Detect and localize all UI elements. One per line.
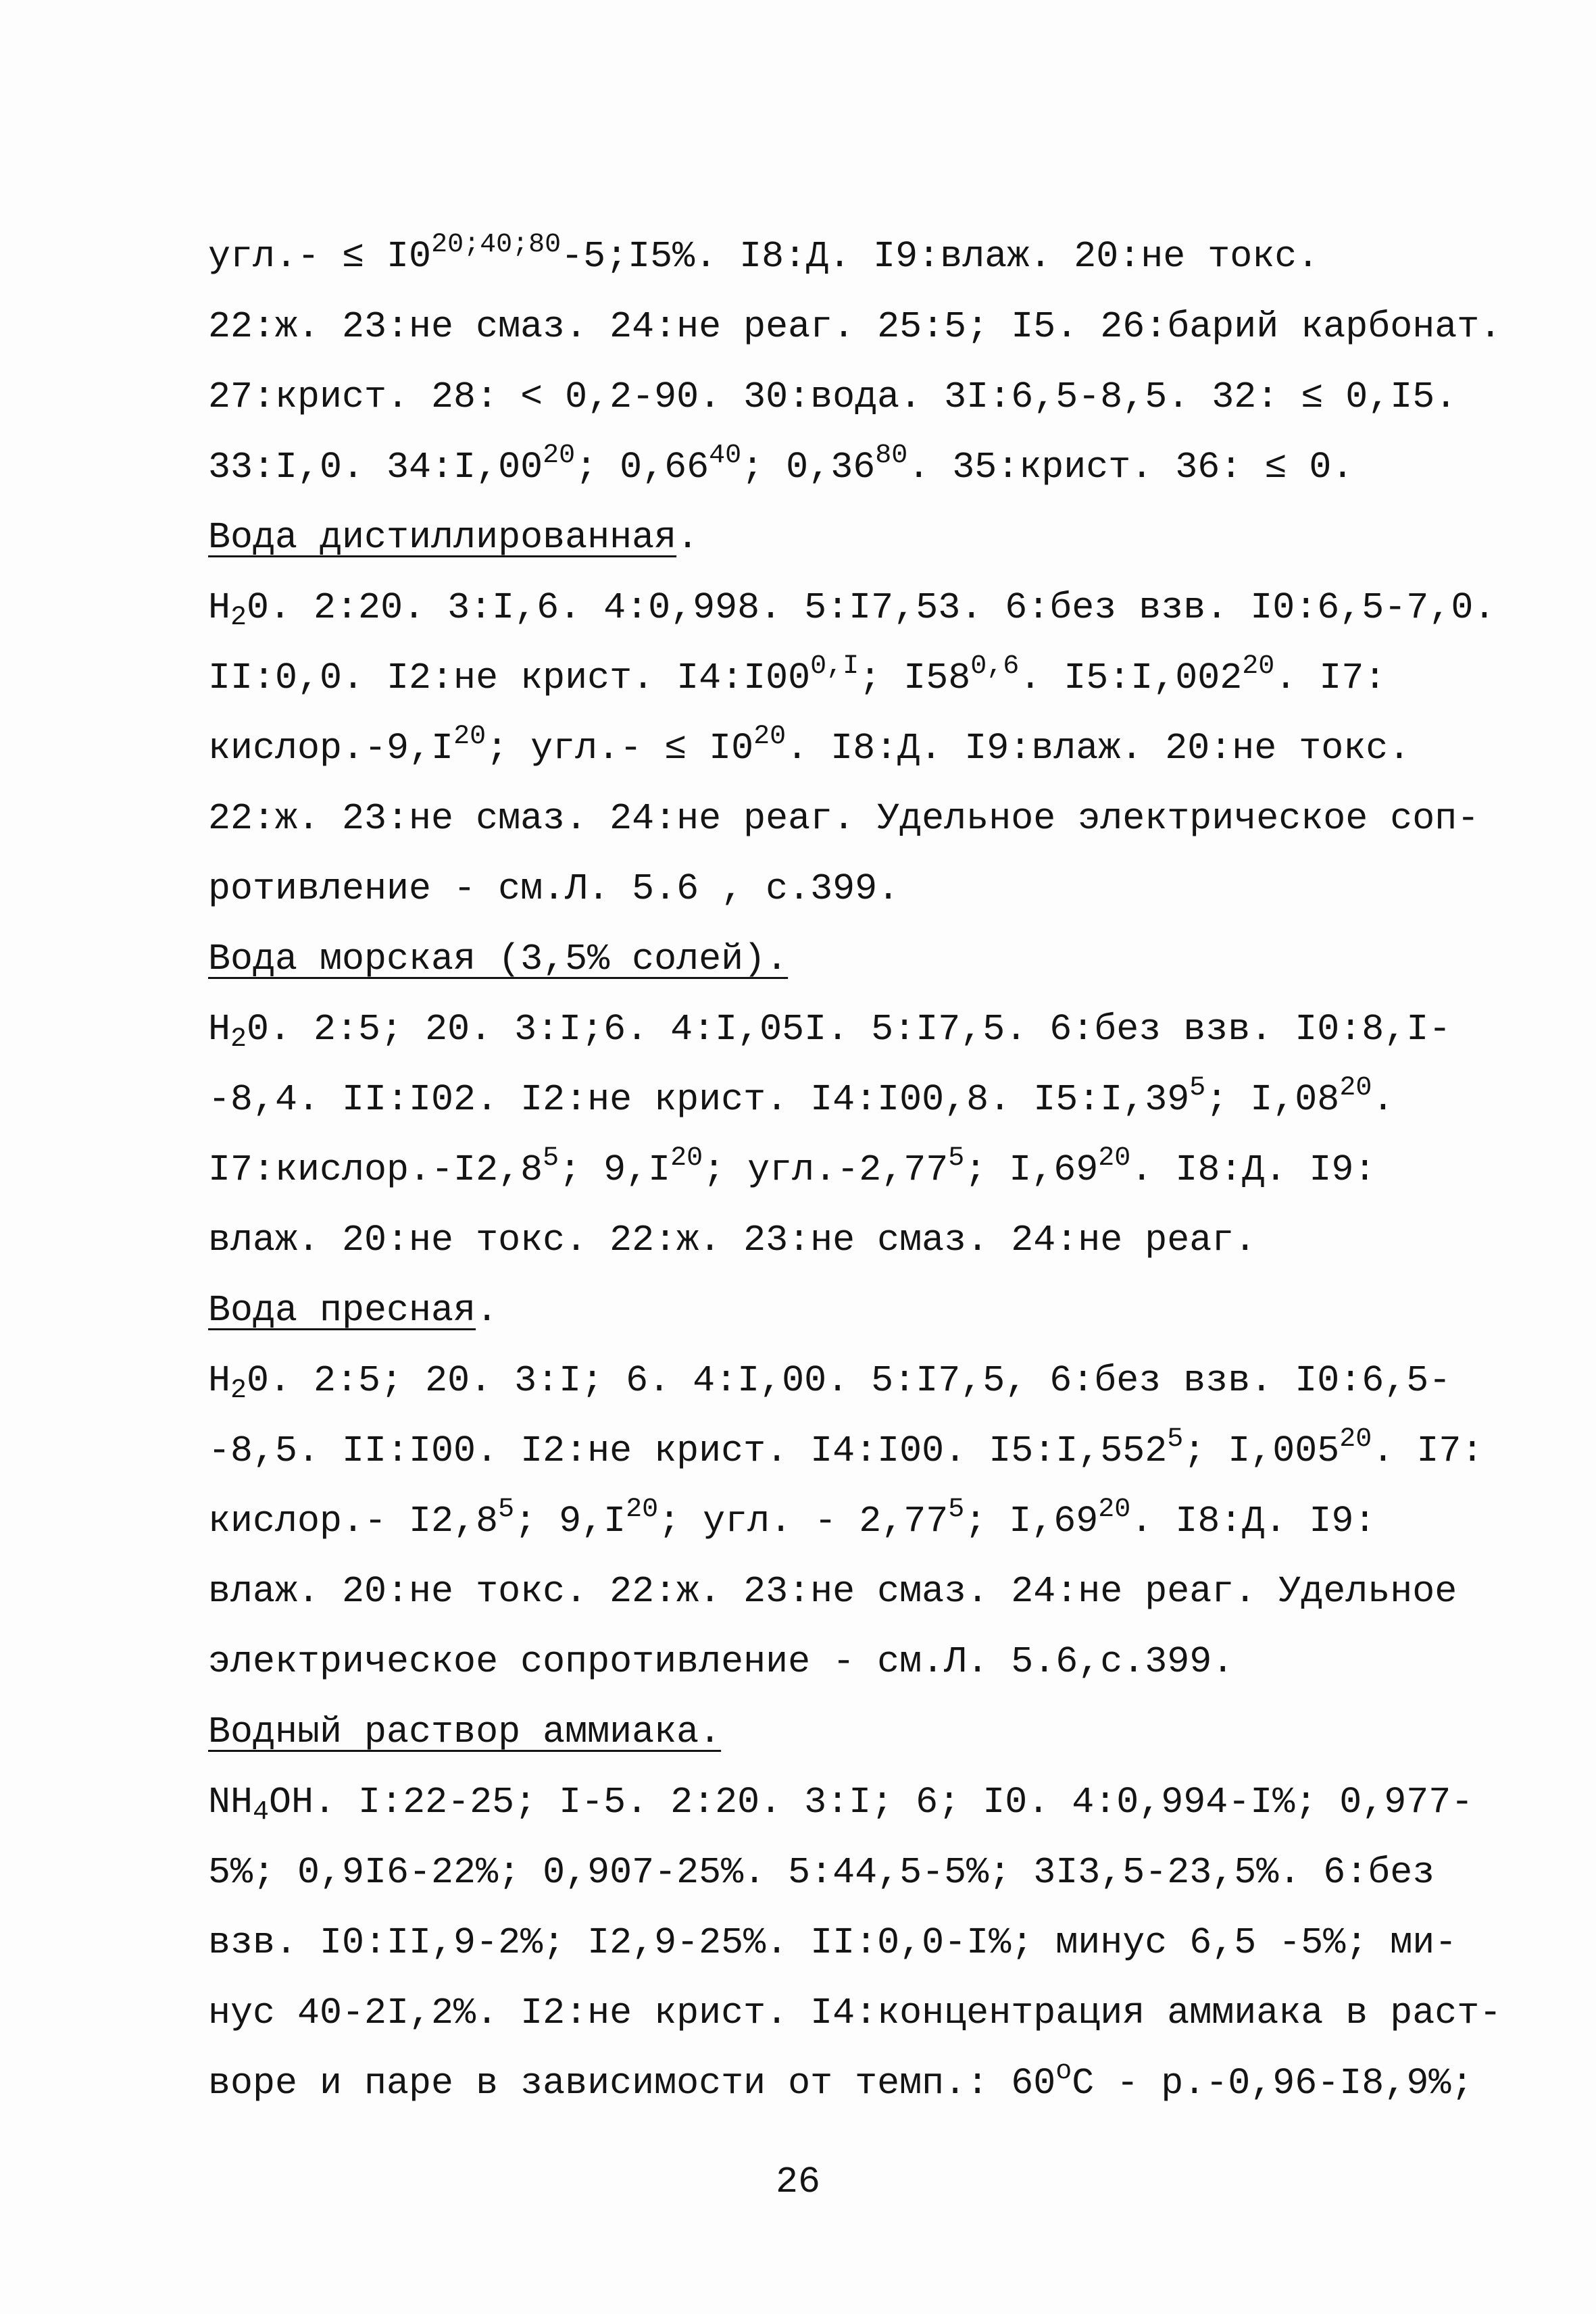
text-line bbox=[208, 1849, 1445, 1896]
superscript: 20 bbox=[453, 722, 487, 752]
text-run: Вода дистиллированная bbox=[208, 516, 677, 559]
text-line bbox=[208, 584, 1496, 633]
superscript: 5 bbox=[1189, 1073, 1206, 1103]
text-run: ; угл.- ≤ I0 bbox=[486, 727, 754, 770]
text-run: . I8:Д. I9: bbox=[1130, 1500, 1376, 1542]
text-line bbox=[208, 1143, 1445, 1194]
superscript: 5 bbox=[498, 1494, 515, 1525]
text-run: . bbox=[676, 516, 699, 559]
text-run: -5;I5%. I8:Д. I9:влаж. 20:не токс. bbox=[561, 235, 1320, 278]
superscript: 20 bbox=[1098, 1494, 1131, 1525]
text-run: ; I,08 bbox=[1205, 1078, 1340, 1121]
text-line bbox=[208, 1217, 1445, 1264]
superscript: o bbox=[1055, 2057, 1072, 2087]
text-run: кислор.- I2,8 bbox=[208, 1500, 499, 1542]
superscript: 20 bbox=[626, 1494, 659, 1525]
text-line bbox=[208, 1494, 1445, 1545]
text-run: 33:I,0. 34:I,00 bbox=[208, 446, 543, 488]
text-line bbox=[208, 1638, 1445, 1686]
text-run: ; 9,I bbox=[559, 1149, 671, 1191]
superscript: 5 bbox=[1167, 1424, 1184, 1455]
text-run: II:0,0. I2:не крист. I4:I00 bbox=[208, 657, 811, 699]
text-run: C - р.-0,96-I8,9%; bbox=[1072, 2062, 1474, 2105]
subscript: 2 bbox=[230, 1376, 247, 1406]
text-run: -8,5. II:I00. I2:не крист. I4:I00. I5:I,552 bbox=[208, 1430, 1168, 1472]
text-line bbox=[208, 1919, 1457, 1967]
text-run: I7:кислор.-I2,8 bbox=[208, 1149, 543, 1191]
text-run: нус 40-2I,2%. I2:не крист. I4:концентрация аммиака в раст- bbox=[208, 1992, 1502, 2034]
text-run: воре и паре в зависимости от темп.: 60 bbox=[208, 2062, 1056, 2105]
text-run: влаж. 20:не токс. 22:ж. 23:не смаз. 24:не реаг. bbox=[208, 1219, 1257, 1261]
text-run: 0. 2:20. 3:I,6. 4:0,998. 5:I7,53. 6:без взв. I0:6,5-7,0. bbox=[247, 586, 1496, 629]
text-run: 27:крист. 28: < 0,2-90. 30:вода. 3I:6,5-8,5. 32: ≤ 0,I5. bbox=[208, 376, 1457, 418]
text-run: . bbox=[1372, 1078, 1395, 1121]
text-run: OH. I:22-25; I-5. 2:20. 3:I; 6; I0. 4:0,994-I%; 0,977- bbox=[269, 1781, 1474, 1823]
section-heading bbox=[208, 1287, 1445, 1334]
text-run: H bbox=[208, 1008, 231, 1051]
text-run: . bbox=[476, 1289, 499, 1332]
text-run: ; I,69 bbox=[964, 1500, 1099, 1542]
text-line bbox=[208, 865, 1445, 913]
text-run: Вода морская (3,5% солей). bbox=[208, 938, 789, 980]
text-line bbox=[208, 1073, 1445, 1124]
text-line bbox=[208, 374, 1457, 421]
superscript: 20 bbox=[753, 722, 787, 752]
text-run: электрическое сопротивление - см.Л. 5.6,с.399. bbox=[208, 1640, 1235, 1683]
superscript: 5 bbox=[948, 1143, 965, 1174]
text-line bbox=[208, 722, 1445, 772]
superscript: 20;40;80 bbox=[431, 230, 562, 260]
text-run: ротивление - см.Л. 5.6 , с.399. bbox=[208, 867, 900, 910]
text-line bbox=[208, 1568, 1457, 1615]
text-run: 0. 2:5; 20. 3:I; 6. 4:I,00. 5:I7,5, 6:без взв. I0:6,5- bbox=[247, 1359, 1451, 1402]
text-run: H bbox=[208, 1359, 231, 1402]
superscript: 80 bbox=[875, 441, 908, 471]
text-run: 22:ж. 23:не смаз. 24:не реаг. Удельное электрическое соп- bbox=[208, 797, 1480, 840]
text-line bbox=[208, 230, 1445, 280]
superscript: 20 bbox=[1339, 1424, 1372, 1455]
superscript: 20 bbox=[543, 441, 576, 471]
text-run: ; I,005 bbox=[1183, 1430, 1340, 1472]
subscript: 4 bbox=[253, 1797, 270, 1828]
text-run: . I5:I,002 bbox=[1019, 657, 1243, 699]
section-heading bbox=[208, 1709, 1445, 1756]
text-line bbox=[208, 1424, 1484, 1475]
text-run: взв. I0:II,9-2%; I2,9-25%. II:0,0-I%; минус 6,5 -5%; ми- bbox=[208, 1921, 1457, 1964]
superscript: 20 bbox=[670, 1143, 703, 1174]
text-run: NH bbox=[208, 1781, 253, 1823]
text-line bbox=[208, 1990, 1502, 2037]
text-run: угл.- ≤ I0 bbox=[208, 235, 432, 278]
section-heading bbox=[208, 514, 1445, 561]
text-run: ; угл. - 2,77 bbox=[658, 1500, 949, 1542]
text-run: 0. 2:5; 20. 3:I;6. 4:I,05I. 5:I7,5. 6:без взв. I0:8,I- bbox=[247, 1008, 1451, 1051]
page-number: 26 bbox=[775, 2161, 820, 2203]
text-run: ; 0,36 bbox=[741, 446, 876, 488]
text-run: . I8:Д. I9: bbox=[1130, 1149, 1376, 1191]
text-line bbox=[208, 1779, 1474, 1828]
text-line bbox=[208, 303, 1502, 351]
superscript: 5 bbox=[948, 1494, 965, 1525]
text-run: ; 0,66 bbox=[575, 446, 709, 488]
text-run: -8,4. II:I02. I2:не крист. I4:I00,8. I5:I,39 bbox=[208, 1078, 1190, 1121]
superscript: 20 bbox=[1242, 651, 1275, 682]
text-line bbox=[208, 795, 1480, 842]
text-run: . I8:Д. I9:влаж. 20:не токс. bbox=[786, 727, 1411, 770]
text-line bbox=[208, 1357, 1451, 1406]
text-run: Вода пресная bbox=[208, 1289, 476, 1332]
text-run: . 35:крист. 36: ≤ 0. bbox=[907, 446, 1354, 488]
section-heading bbox=[208, 936, 1445, 983]
text-run: ; I,69 bbox=[964, 1149, 1099, 1191]
text-run: 22:ж. 23:не смаз. 24:не реаг. 25:5; I5. 26:барий карбонат. bbox=[208, 305, 1502, 348]
text-line bbox=[208, 441, 1445, 491]
text-run: . I7: bbox=[1372, 1430, 1484, 1472]
superscript: 20 bbox=[1339, 1073, 1372, 1103]
superscript: 0,6 bbox=[970, 651, 1020, 682]
text-run: влаж. 20:не токс. 22:ж. 23:не смаз. 24:не реаг. Удельное bbox=[208, 1570, 1457, 1613]
text-line bbox=[208, 651, 1445, 702]
superscript: 0,I bbox=[810, 651, 859, 682]
subscript: 2 bbox=[230, 603, 247, 633]
superscript: 40 bbox=[709, 441, 742, 471]
text-run: кислор.-9,I bbox=[208, 727, 454, 770]
text-run: 5%; 0,9I6-22%; 0,907-25%. 5:44,5-5%; 3I3,5-23,5%. 6:без bbox=[208, 1851, 1435, 1894]
subscript: 2 bbox=[230, 1024, 247, 1055]
text-run: ; I58 bbox=[859, 657, 971, 699]
text-line bbox=[208, 1006, 1451, 1055]
text-line bbox=[208, 2057, 1474, 2107]
text-run: ; 9,I bbox=[514, 1500, 626, 1542]
text-run: H bbox=[208, 586, 231, 629]
superscript: 20 bbox=[1098, 1143, 1131, 1174]
text-run: . I7: bbox=[1274, 657, 1387, 699]
text-run: ; угл.-2,77 bbox=[703, 1149, 949, 1191]
superscript: 5 bbox=[543, 1143, 559, 1174]
text-run: Водный раствор аммиака. bbox=[208, 1711, 722, 1753]
